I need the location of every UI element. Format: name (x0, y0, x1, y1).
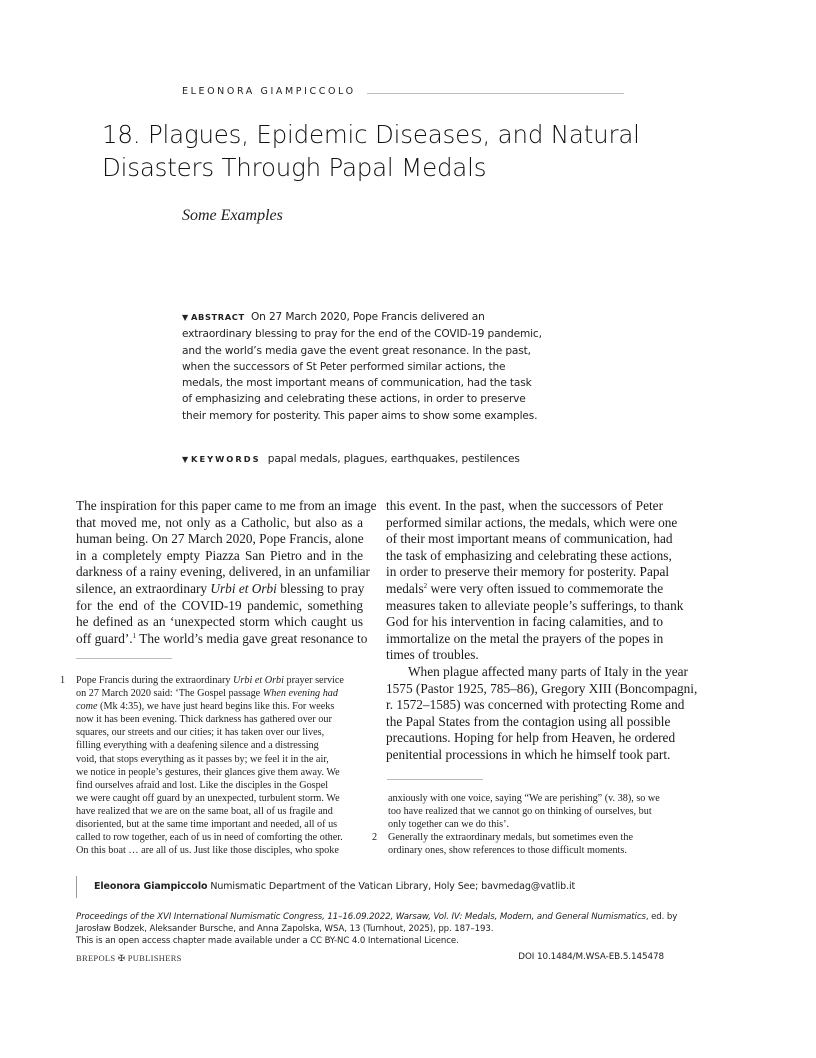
footnote-ref-1[interactable]: 1 (132, 631, 137, 640)
running-head-rule (367, 93, 624, 94)
footnote-line: ordinary ones, show references to those difficult moments. (388, 845, 627, 857)
footnote-line: Pope Francis during the extraordinary Urbi et Orbi prayer service (76, 675, 344, 686)
keywords-text: papal medals, plagues, earthquakes, pestilences (267, 453, 520, 465)
author-affiliation (76, 876, 575, 898)
keywords-label: KEYWORDS (191, 454, 261, 464)
body-line: this event. In the past, when the successors of Peter (386, 498, 663, 513)
abstract-label: ABSTRACT (191, 312, 245, 322)
body-line: performed similar actions, the medals, which were one (386, 514, 678, 530)
body-line (76, 630, 368, 648)
body-line: the task of emphasizing and celebrating these actions, (386, 547, 672, 563)
citation-block (76, 911, 678, 948)
footnote-line: called to row together, each of us in need of comforting the other. (76, 832, 343, 844)
body-line: times of troubles. (386, 647, 479, 663)
body-text: The world’s media gave great resonance to (136, 630, 368, 646)
footnote-line: On this boat … are all of us. Just like those disciples, who spoke (76, 845, 339, 857)
footnote-line: void, that stops everything as it passes by; we feel it in the air, (76, 753, 329, 765)
body-text: were very often issued to commemorate the (427, 580, 664, 596)
citation-line: Proceedings of the XVI International Numismatic Congress, 11–16.09.2022, Warsaw, Vol. IV: Medals, Modern, and General Numismatics, ed. by (76, 912, 678, 922)
footnote-number: 1 (60, 675, 66, 686)
body-line: God for his intervention in facing calamities, and to (386, 614, 663, 630)
abstract (182, 309, 542, 424)
footnote-line: squares, our streets and our cities; it has taken over our lives, (76, 727, 325, 739)
footnote-line: on 27 March 2020 said: ‘The Gospel passage When evening had (76, 688, 338, 700)
body-text: medals (386, 580, 424, 596)
footnote-1 (60, 674, 370, 857)
body-line: precautions. Hoping for help from Heaven, he ordered (386, 730, 676, 746)
body-line (386, 581, 663, 598)
footnote-line: Generally the extraordinary medals, but sometimes even the (388, 832, 633, 844)
abstract-text: On 27 March 2020, Pope Francis delivered an extraordinary blessing to pray for the end of the COVID-19 pandemic, and the world’s media gave the event great resonance. In the past, when the successors of St Peter performed similar actions, the medals, the most important means of communication, had the task of emphasizing and celebrating these actions, in order to preserve their memory for posterity. This paper aims to show some examples. (182, 311, 542, 422)
body-line: immortalize on the metal the prayers of the popes in (386, 630, 664, 646)
footnote-2 (372, 831, 672, 857)
body-line: measures taken to alleviate people’s sufferings, to thank (386, 597, 684, 613)
footnote-line: find ourselves afraid and lost. Like the disciples in the Gospel (76, 779, 329, 791)
footnote-1-continued (372, 792, 672, 831)
body-line: of their most important means of communication, had (386, 531, 673, 547)
body-line: When plague affected many parts of Italy in the year (408, 663, 688, 679)
footnote-line: we were caught off guard by an unexpected, turbulent storm. We (76, 792, 340, 804)
proceedings-title: Proceedings of the XVI International Numismatic Congress, 11–16.09.2022, Warsaw, Vol. IV: Medals, Modern, and General Numismatics (76, 912, 646, 922)
affiliation-text[interactable]: Numismatic Department of the Vatican Library, Holy See; bavmedag@vatlib.it (207, 881, 576, 892)
urbi-et-orbi-italic: Urbi et Orbi (210, 580, 277, 596)
body-column-right (386, 498, 698, 764)
body-line: that moved me, not only as a Catholic, but also as a (76, 514, 363, 530)
body-line: 1575 (Pastor 1925, 785–86), Gregory XIII (Boncompagni, (386, 680, 698, 696)
footnote-line: disoriented, but at the same time important and needed, all of us (76, 819, 338, 831)
footnote-ref-2[interactable]: 2 (423, 581, 428, 590)
footnote-separator (76, 658, 172, 659)
footnote-line: filling everything with a deafening silence and a distressing (76, 740, 319, 752)
footnote-line: have realized that we are on the same boat, all of us fragile and (76, 805, 333, 817)
body-text: blessing to pray (276, 580, 365, 596)
keywords (182, 453, 582, 465)
chapter-title-line-2: Disasters Through Papal Medals (102, 153, 487, 182)
footnotes-right (372, 792, 672, 857)
affiliation-author-name: Eleonora Giampiccolo (94, 881, 208, 892)
footnote-separator (387, 779, 483, 780)
citation-line: Jarosław Bodzek, Aleksander Bursche, and Anna Zapolska, WSA, 13 (Turnhout, 2025), pp. 187–193. (76, 924, 494, 935)
triangle-down-icon: ▼ (182, 313, 189, 322)
body-line: in order to preserve their memory for posterity. Papal (386, 564, 670, 580)
footnote-line: we notice in people’s gestures, their glances give them away. We (76, 766, 340, 778)
chapter-title (102, 118, 642, 184)
body-line: r. 1572–1585) was concerned with protecting Rome and (386, 697, 685, 713)
footnotes-left (60, 674, 370, 857)
body-line: darkness of a rainy evening, delivered, in an unfamiliar (76, 564, 370, 580)
footnote-line: only together can we do this’. (388, 819, 510, 831)
chapter-subtitle: Some Examples (182, 207, 283, 224)
doi[interactable]: DOI 10.1484/M.WSA-EB.5.145478 (518, 952, 664, 962)
body-line: The inspiration for this paper came to me from an image (76, 498, 377, 513)
license-line: This is an open access chapter made available under a CC BY-NC 4.0 International Licence. (76, 936, 459, 947)
footnote-line: come (Mk 4:35), we have just heard begins like this. For weeks (76, 701, 335, 713)
footnote-line: now it has been evening. Thick darkness has gathered over our (76, 714, 332, 726)
footnote-line: anxiously with one voice, saying “We are perishing” (v. 38), so we (388, 793, 660, 804)
body-line: the Papal States from the contagion using all possible (386, 713, 671, 729)
body-line: in a completely empty Piazza San Pietro and in the (76, 547, 363, 563)
body-column-left (76, 498, 377, 647)
body-line: for the end of the COVID-19 pandemic, something (76, 597, 363, 613)
body-line: penitential processions in which he himself took part. (386, 746, 671, 762)
body-line (76, 581, 363, 598)
body-line: human being. On 27 March 2020, Pope Francis, alone (76, 531, 364, 547)
body-text: off guard’. (76, 630, 133, 646)
body-text: silence, an extraordinary (76, 580, 211, 596)
footnote-line: too have realized that we cannot go on thinking of ourselves, but (388, 806, 652, 818)
chapter-title-line-1: 18. Plagues, Epidemic Diseases, and Natural (102, 120, 640, 149)
footnote-number: 2 (372, 832, 378, 844)
triangle-down-icon: ▼ (182, 455, 189, 464)
running-head-author: ELEONORA GIAMPICCOLO (182, 86, 356, 97)
body-line: he defined as an ‘unexpected storm which caught us (76, 614, 363, 630)
publisher-logo: BREPOLS ✠ PUBLISHERS (76, 953, 182, 963)
running-head (182, 86, 624, 100)
